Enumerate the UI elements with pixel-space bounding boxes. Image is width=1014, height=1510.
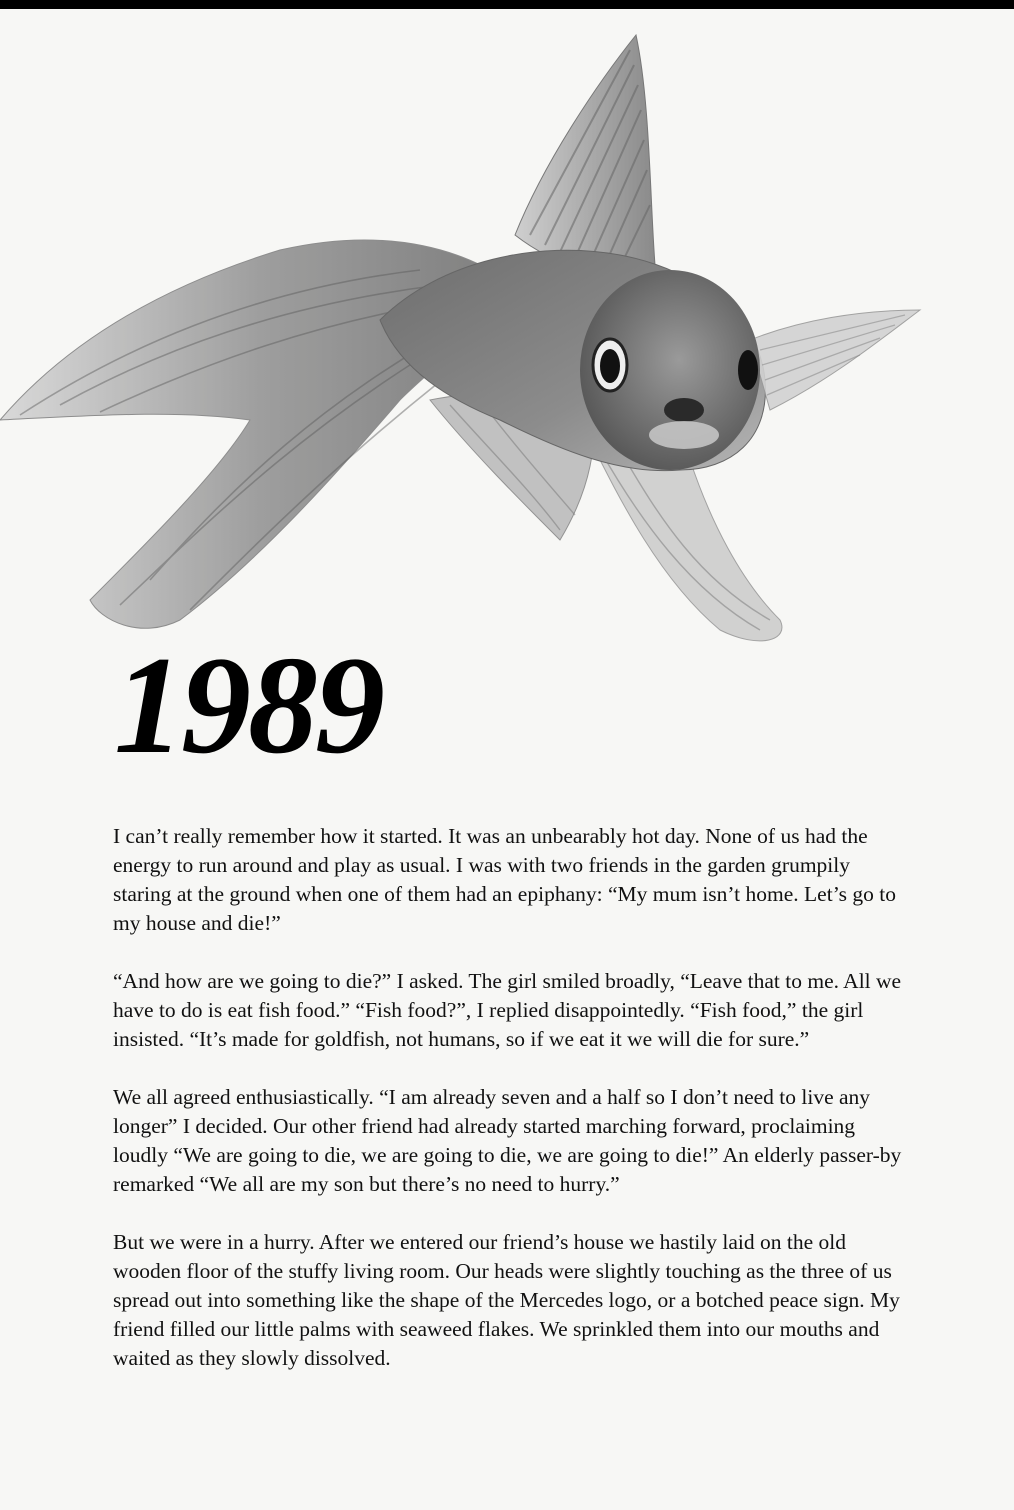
paragraph: We all agreed enthusiastically. “I am already seven and a half so I don’t need to live any longer” I decided. Our other friend had already started marching forward, proclaiming loudly “We are going to die, we are going to die, we are going to die!” An elderly passer-by remarked “We all are my son but there’s no need to hurry.” bbox=[113, 1085, 902, 1196]
story-text bbox=[113, 822, 913, 1402]
dorsal-fin bbox=[515, 35, 655, 272]
goldfish-illustration bbox=[0, 20, 1014, 660]
paragraph: “And how are we going to die?” I asked. The girl smiled broadly, “Leave that to me. All we have to do is eat fish food.” “Fish food?”, I replied disappointedly. “Fish food,” the girl insisted. “It’s made for goldfish, not humans, so if we eat it we will die for sure.” bbox=[113, 969, 902, 1051]
pectoral-fin bbox=[750, 310, 920, 410]
year-heading: 1989 bbox=[114, 628, 382, 783]
fish-mouth bbox=[664, 398, 704, 422]
top-border bbox=[0, 0, 1014, 9]
paragraph: But we were in a hurry. After we entered our friend’s house we hastily laid on the old wooden floor of the stuffy living room. Our heads were slightly touching as the three of us spread out into something like the shape of the Mercedes logo, or a botched peace sign. My friend filled our little palms with seaweed flakes. We sprinkled them into our mouths and waited as they slowly dissolved. bbox=[113, 1230, 900, 1370]
paragraph: I can’t really remember how it started. It was an unbearably hot day. None of us had the energy to run around and play as usual. I was with two friends in the garden grumpily staring at the ground when one of them had an epiphany: “My mum isn’t home. Let’s go to my house and die!” bbox=[113, 824, 897, 935]
